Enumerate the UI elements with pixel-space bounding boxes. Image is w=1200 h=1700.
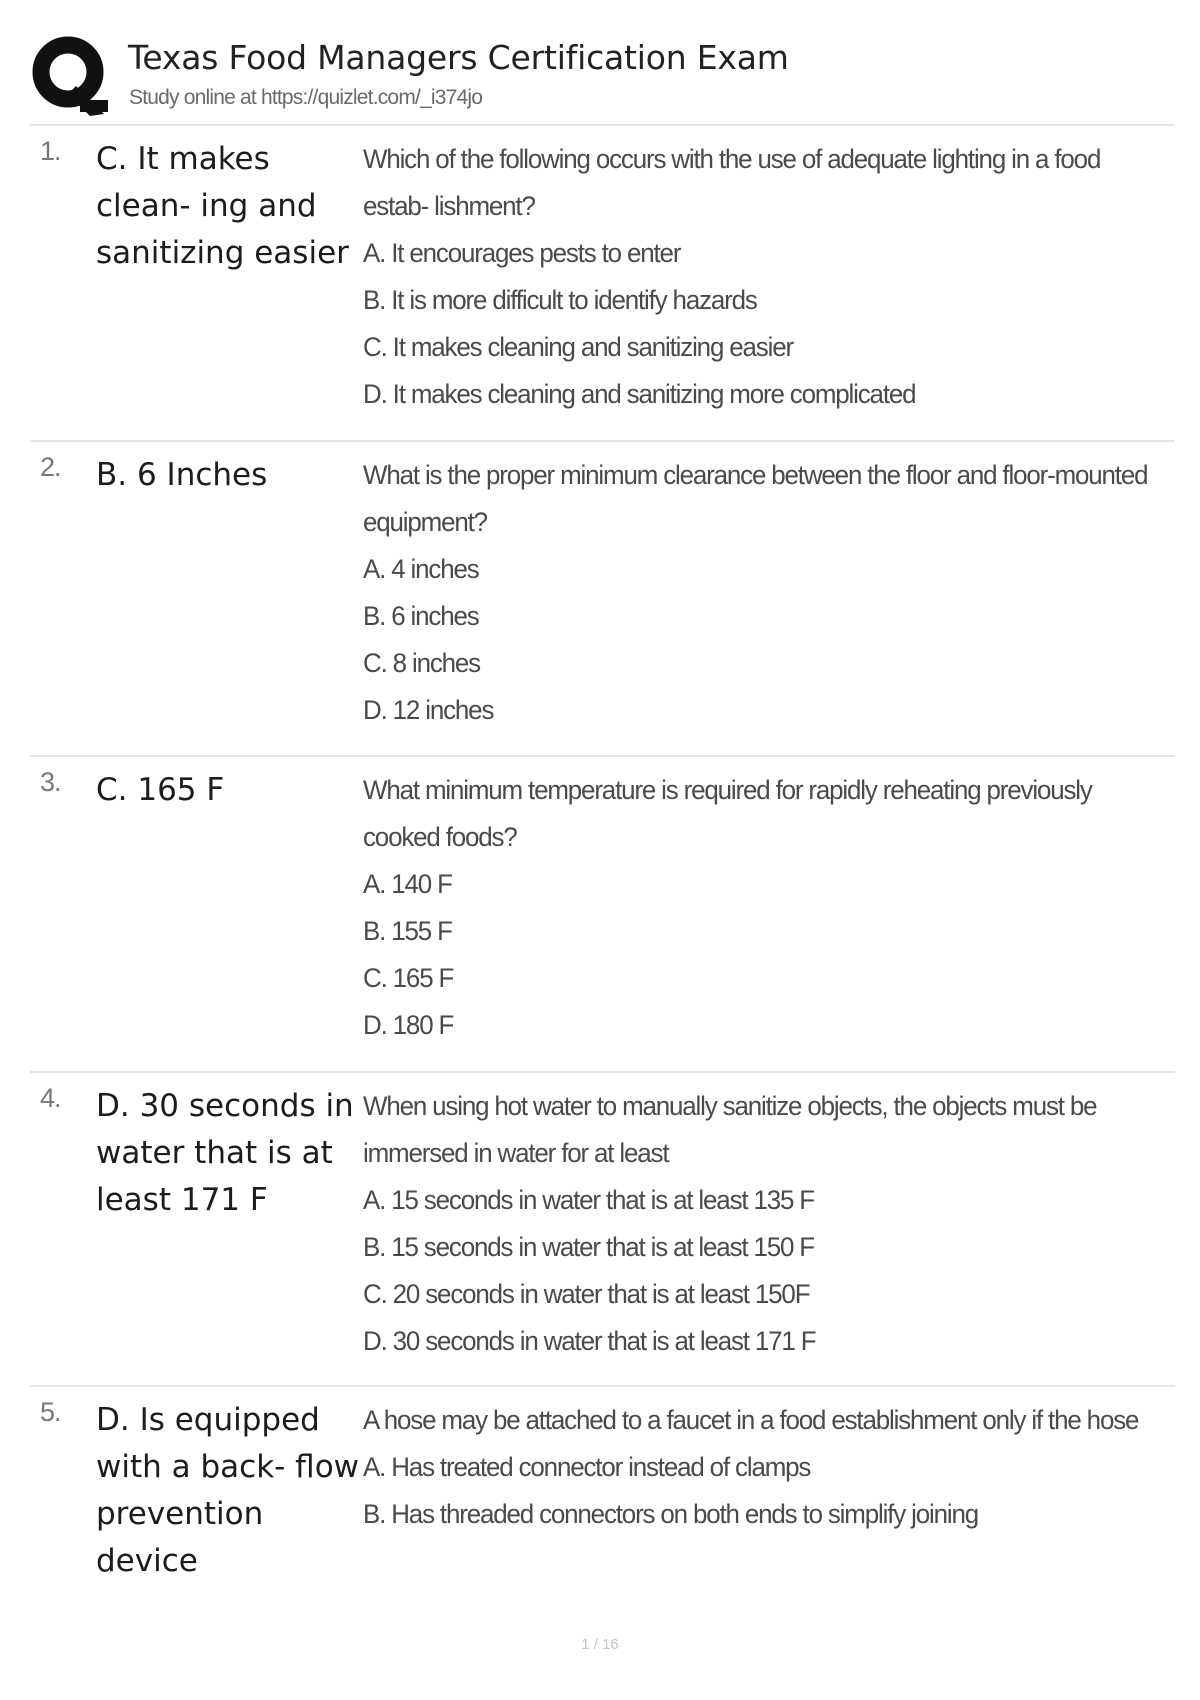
option: D. 180 F bbox=[363, 1010, 454, 1040]
option: A. It encourages pests to enter bbox=[363, 238, 681, 268]
item-number: 3. bbox=[40, 767, 61, 797]
page-number: 1 / 16 bbox=[581, 1636, 619, 1653]
item-number: 1. bbox=[40, 136, 61, 166]
option: C. 8 inches bbox=[363, 648, 480, 678]
divider bbox=[30, 755, 1175, 757]
option: C. It makes cleaning and sanitizing easier bbox=[363, 332, 793, 362]
document-header bbox=[32, 34, 1172, 124]
question-text: A hose may be attached to a faucet in a food establishment only if the hose bbox=[363, 1405, 1139, 1435]
quizlet-logo-icon bbox=[32, 34, 108, 116]
answer-text: C. It makes clean- ing and sanitizing easier bbox=[96, 141, 349, 271]
item-number: 4. bbox=[40, 1083, 61, 1113]
question-block bbox=[363, 136, 1150, 418]
option: D. It makes cleaning and sanitizing more complicated bbox=[363, 379, 916, 409]
answer-text: C. 165 F bbox=[96, 772, 225, 808]
option: C. 165 F bbox=[363, 963, 454, 993]
divider bbox=[30, 440, 1175, 442]
question-text: Which of the following occurs with the use of adequate lighting in a food estab- lishment? bbox=[363, 144, 1101, 221]
item-number: 2. bbox=[40, 452, 61, 482]
option: A. Has treated connector instead of clamps bbox=[363, 1452, 811, 1482]
divider bbox=[30, 124, 1175, 126]
divider bbox=[30, 1071, 1175, 1073]
option: D. 12 inches bbox=[363, 695, 494, 725]
option: B. 15 seconds in water that is at least 150 F bbox=[363, 1232, 815, 1262]
question-text: When using hot water to manually sanitize objects, the objects must be immersed in water for at least bbox=[363, 1091, 1097, 1168]
question-text: What minimum temperature is required for rapidly reheating previously cooked foods? bbox=[363, 775, 1092, 852]
question-block bbox=[363, 767, 1150, 1049]
option: B. 6 inches bbox=[363, 601, 479, 631]
document-title: Texas Food Managers Certification Exam bbox=[128, 38, 789, 77]
option: A. 4 inches bbox=[363, 554, 479, 584]
item-number: 5. bbox=[40, 1397, 61, 1427]
question-text: What is the proper minimum clearance between the floor and floor-mounted equipment? bbox=[363, 460, 1148, 537]
option: A. 140 F bbox=[363, 869, 452, 899]
option: A. 15 seconds in water that is at least 135 F bbox=[363, 1185, 815, 1215]
option: C. 20 seconds in water that is at least 150F bbox=[363, 1279, 810, 1309]
question-block bbox=[363, 1397, 1150, 1538]
divider bbox=[30, 1385, 1175, 1387]
question-block bbox=[363, 1083, 1150, 1365]
option: B. It is more difficult to identify hazards bbox=[363, 285, 757, 315]
question-block bbox=[363, 452, 1150, 734]
answer-text: B. 6 Inches bbox=[96, 457, 268, 493]
answer-text: D. 30 seconds in water that is at least 171 F bbox=[96, 1088, 354, 1218]
option: D. 30 seconds in water that is at least 171 F bbox=[363, 1326, 816, 1356]
option: B. Has threaded connectors on both ends to simplify joining bbox=[363, 1499, 978, 1529]
answer-text: D. Is equipped with a back- flow prevention device bbox=[96, 1402, 360, 1579]
option: B. 155 F bbox=[363, 916, 452, 946]
study-link-text: Study online at https://quizlet.com/_i374jo bbox=[129, 86, 483, 109]
